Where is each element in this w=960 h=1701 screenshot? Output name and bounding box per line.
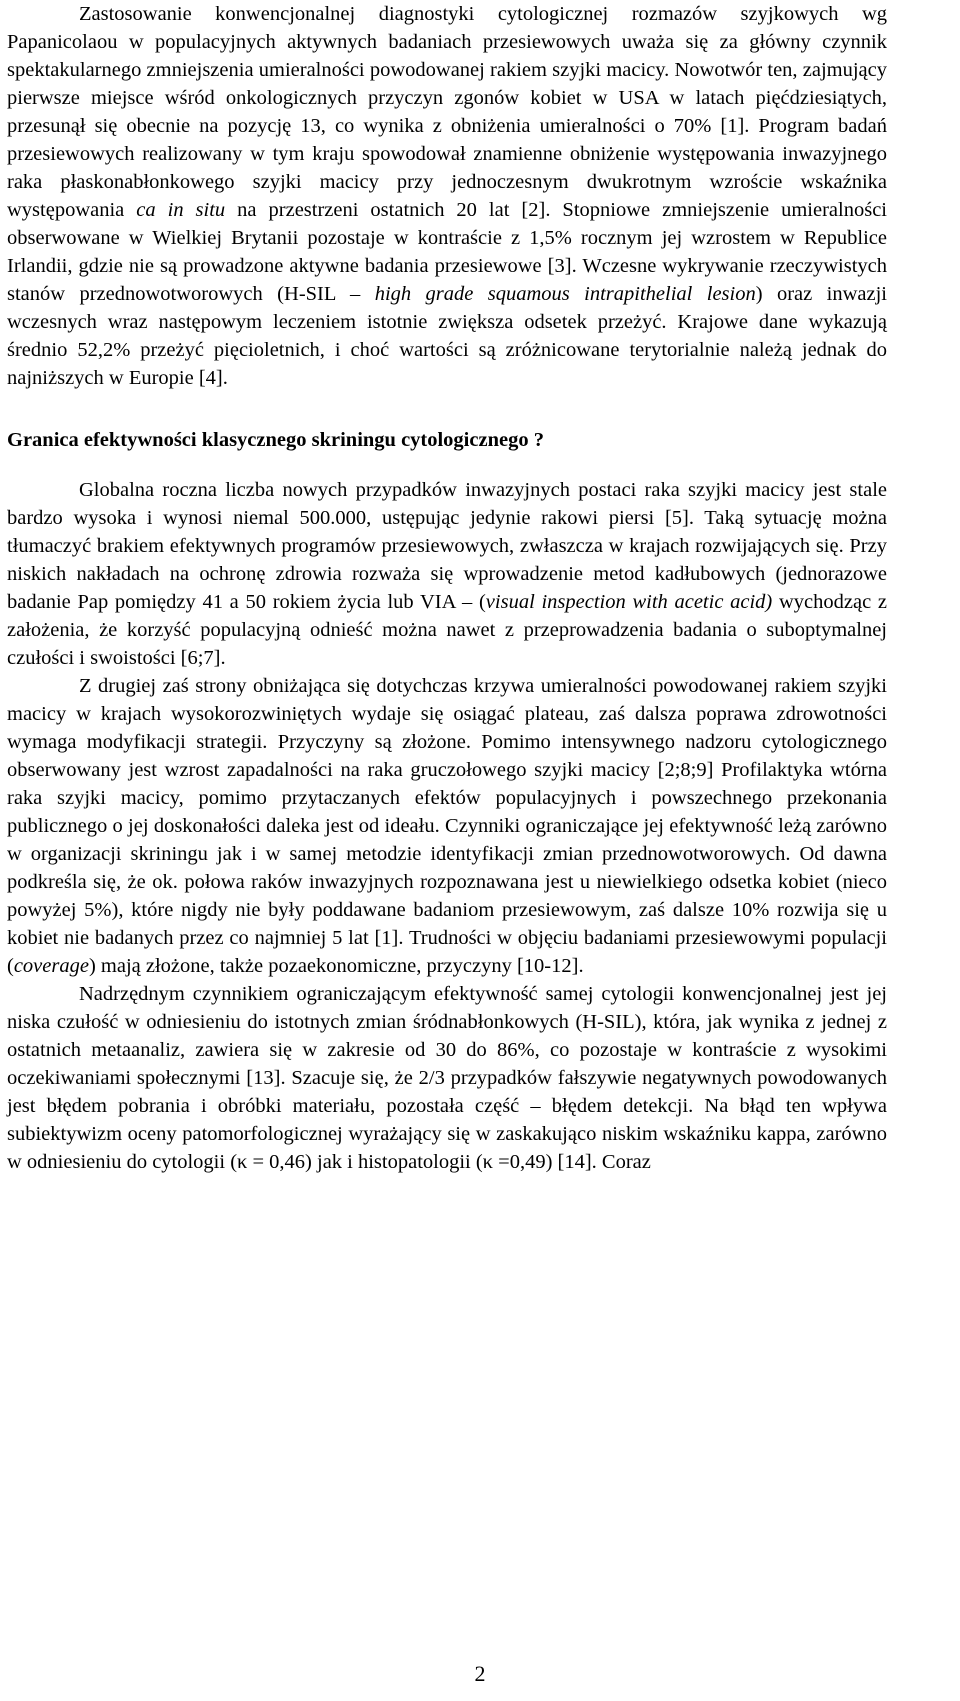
paragraph-2-text-1: Z drugiej zaś strony obniżająca się dotychczas krzywa umieralności powodowanej rakiem szyjki macicy w krajach wysokorozwiniętych wydaje się osiągać plateau, zaś dalsza poprawa zdrowotności wymaga modyfikacji strategii. Przyczyny są złożone. Pomimo intensywnego nadzoru cytologicznego obserwowany jest wzrost zapadalności na raka gruczołowego szyjki macicy [2;8;9] Profilaktyka wtórna raka szyjki macicy, pomimo przytaczanych efektów populacyjnych i powszechnego przekonania publicznego o jej doskonałości daleka jest od ideału. Czynniki ograniczające jej efektywność leżą zarówno w organizacji skriningu jak i w samej metodzie identyfikacji zmian przednowotworowych. Od dawna podkreśla się, że ok. połowa raków inwazyjnych rozpoznawana jest u niewielkiego odsetka kobiet (nieco powyżej 5%), które nigdy nie były poddawane badaniom przesiewowym, zaś dalsze 10% rozwija się u kobiet nie badanych przez co najmniej 5 lat [1]. Trudności w objęciu badaniami przesiewowymi populacji ( [7, 675, 887, 977]
paragraph-2 [7, 672, 887, 980]
paragraph-2-text-2: ) mają złożone, także pozaekonomiczne, przyczyny [10-12]. [88, 955, 584, 977]
intro-text-1: Zastosowanie konwencjonalnej diagnostyki cytologicznej rozmazów szyjkowych wg Papanicolaou w populacyjnych aktywnych badaniach przesiewowych uważa się za główny czynnik spektakularnego zmniejszenia umieralności powodowanej rakiem szyjki macicy. Nowotwór ten, zajmujący pierwsze miejsce wśród onkologicznych przyczyn zgonów kobiet w USA w latach pięćdziesiątych, przesunął się obecnie na pozycję 13, co wynika z obniżenia umieralności o 70% [1]. Program badań przesiewowych realizowany w tym kraju spowodował znamienne obniżenie występowania inwazyjnego raka płaskonabłonkowego szyjki macicy przy jednoczesnym dwukrotnym wzroście wskaźnika występowania [7, 3, 887, 221]
intro-italic-2: high grade squamous intrapithelial lesion [374, 283, 756, 305]
paragraph-1-text-2: wychodząc z założenia, że korzyść populacyjną odnieść można nawet z przeprowadzenia badania o suboptymalnej czułości i swoistości [6;7]. [7, 591, 887, 669]
paragraph-2-italic: coverage [13, 955, 89, 977]
intro-italic-1: ca in situ [136, 199, 226, 221]
paragraph-1-italic: visual inspection with acetic acid) [485, 591, 773, 613]
paragraph-1-text-1: Globalna roczna liczba nowych przypadków inwazyjnych postaci raka szyjki macicy jest stale bardzo wysoka i wynosi niemal 500.000, ustępując jedynie rakowi piersi [5]. Taką sytuację można tłumaczyć brakiem efektywnych programów przesiewowych, zwłaszcza w krajach rozwijających się. Przy niskich nakładach na ochronę zdrowia rozważa się wprowadzenie metod kadłubowych (jednorazowe badanie Pap pomiędzy 41 a 50 rokiem życia lub VIA – ( [7, 479, 887, 613]
section-heading: Granica efektywności klasycznego skriningu cytologicznego ? [7, 429, 544, 451]
document-page [7, 0, 887, 1176]
paragraph-1 [7, 476, 887, 672]
page-number: 2 [474, 1661, 486, 1686]
paragraph-3-text-1: Nadrzędnym czynnikiem ograniczającym efektywność samej cytologii konwencjonalnej jest jej niska czułość w odniesieniu do istotnych zmian śródnabłonkowych (H-SIL), która, jak wynika z jednej z ostatnich metaanaliz, zawiera się w zakresie od 30 do 86%, co pozostaje w kontraście z wysokimi oczekiwaniami społecznymi [13]. Szacuje się, że 2/3 przypadków fałszywie negatywnych powodowanych jest błędem pobrania i obróbki materiału, pozostała część – błędem detekcji. Na błąd ten wpływa subiektywizm oceny patomorfologicznej wyrażający się w zaskakująco niskim wskaźniku kappa, zarówno w odniesieniu do cytologii (κ = 0,46) jak i histopatologii (κ =0,49) [14]. Coraz [7, 983, 887, 1173]
paragraph-3 [7, 980, 887, 1176]
intro-paragraph [7, 0, 887, 392]
intro-text-3: ) oraz inwazji wczesnych wraz następowym leczeniem istotnie zwiększa odsetek przeżyć. Krajowe dane wykazują średnio 52,2% przeżyć pięcioletnich, i choć wartości są zróżnicowane terytorialnie należą jednak do najniższych w Europie [4]. [7, 283, 887, 389]
intro-text-2: na przestrzeni ostatnich 20 lat [2]. Stopniowe zmniejszenie umieralności obserwowane w Wielkiej Brytanii pozostaje w kontraście z 1,5% rocznym jej wzrostem w Republice Irlandii, gdzie nie są prowadzone aktywne badania przesiewowe [3]. Wczesne wykrywanie rzeczywistych stanów przednowotworowych (H-SIL – [7, 199, 887, 305]
